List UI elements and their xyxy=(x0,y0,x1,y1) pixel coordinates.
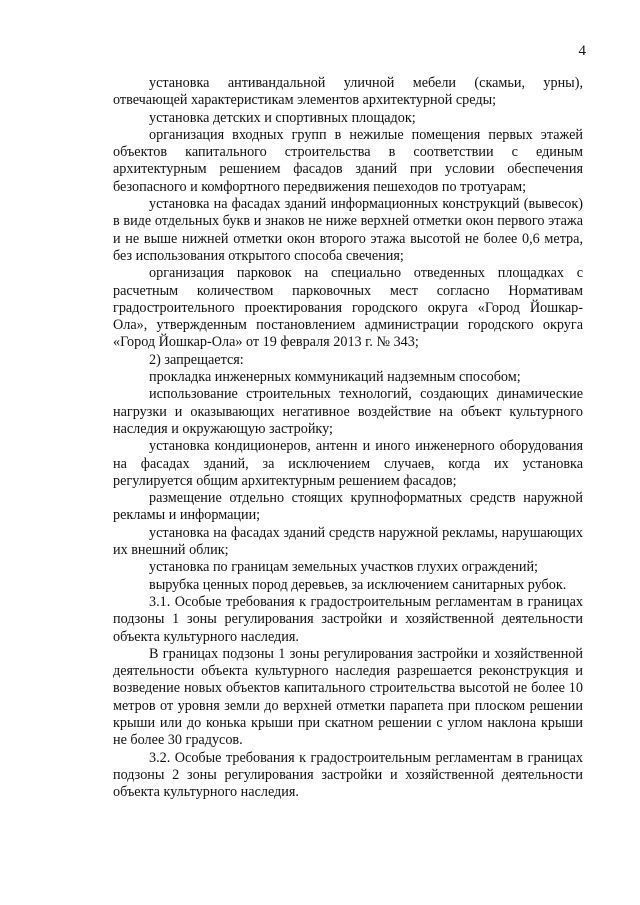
paragraph: установка на фасадах зданий информационных конструкций (вывесок) в виде отдельных букв и знаков не ниже верхней отметки окон первого этажа и не выше нижней отметки окон второго этажа высотой не более 0,6 метра, без использования открытого способа свечения; xyxy=(113,196,583,264)
paragraph: прокладка инженерных коммуникаций надземным способом; xyxy=(149,369,521,386)
paragraph: организация парковок на специально отведенных площадках с расчетным количеством парковочных мест согласно Нормативам градостроительного проектирования городского округа «Город Йошкар-Ола», утвержденным постановлением администрации городского округа «Город Йошкар-Ола» от 19 февраля 2013 г. № 343; xyxy=(113,265,583,351)
paragraph: установка на фасадах зданий средств наружной рекламы, нарушающих их внешний облик; xyxy=(113,524,583,559)
page-number: 4 xyxy=(578,43,586,59)
paragraph: вырубка ценных пород деревьев, за исключением санитарных рубок. xyxy=(149,576,567,593)
paragraph: установка по границам земельных участков глухих ограждений; xyxy=(149,559,538,576)
paragraph: установка антивандальной уличной мебели (скамьи, урны), отвечающей характеристикам элементов архитектурной среды; xyxy=(113,75,583,109)
paragraph: использование строительных технологий, создающих динамические нагрузки и оказывающих негативное воздействие на объект культурного наследия и окружающую застройку; xyxy=(113,386,583,437)
section-heading: 3.1. Особые требования к градостроительным регламентам в границах подзоны 1 зоны регулирования застройки и хозяйственной деятельности объекта культурного наследия. xyxy=(113,593,583,645)
paragraph: установка детских и спортивных площадок; xyxy=(149,109,416,126)
paragraph: В границах подзоны 1 зоны регулирования застройки и хозяйственной деятельности объекта культурного наследия разрешается реконструкция и возведение новых объектов капитального строительства высотой не более 10 метров от уровня земли до верхней отметки парапета при плоском решении крыши или до конька крыши при скатном решении с углом наклона крыши не более 30 градусов. xyxy=(113,645,583,749)
paragraph: 2) запрещается: xyxy=(149,351,244,368)
paragraph: установка кондиционеров, антенн и иного инженерного оборудования на фасадах зданий, за исключением случаев, когда их установка регулируется общим архитектурным решением фасадов; xyxy=(113,438,583,489)
paragraph: организация входных групп в нежилые помещения первых этажей объектов капитального строительства в соответствии с единым архитектурным решением фасадов зданий при условии обеспечения безопасного и комфортного передвижения пешеходов по тротуарам; xyxy=(113,126,583,195)
section-heading: 3.2. Особые требования к градостроительным регламентам в границах подзоны 2 зоны регулирования застройки и хозяйственной деятельности объекта культурного наследия. xyxy=(113,749,583,801)
paragraph: размещение отдельно стоящих крупноформатных средств наружной рекламы и информации; xyxy=(113,490,583,524)
document-body xyxy=(113,75,583,801)
